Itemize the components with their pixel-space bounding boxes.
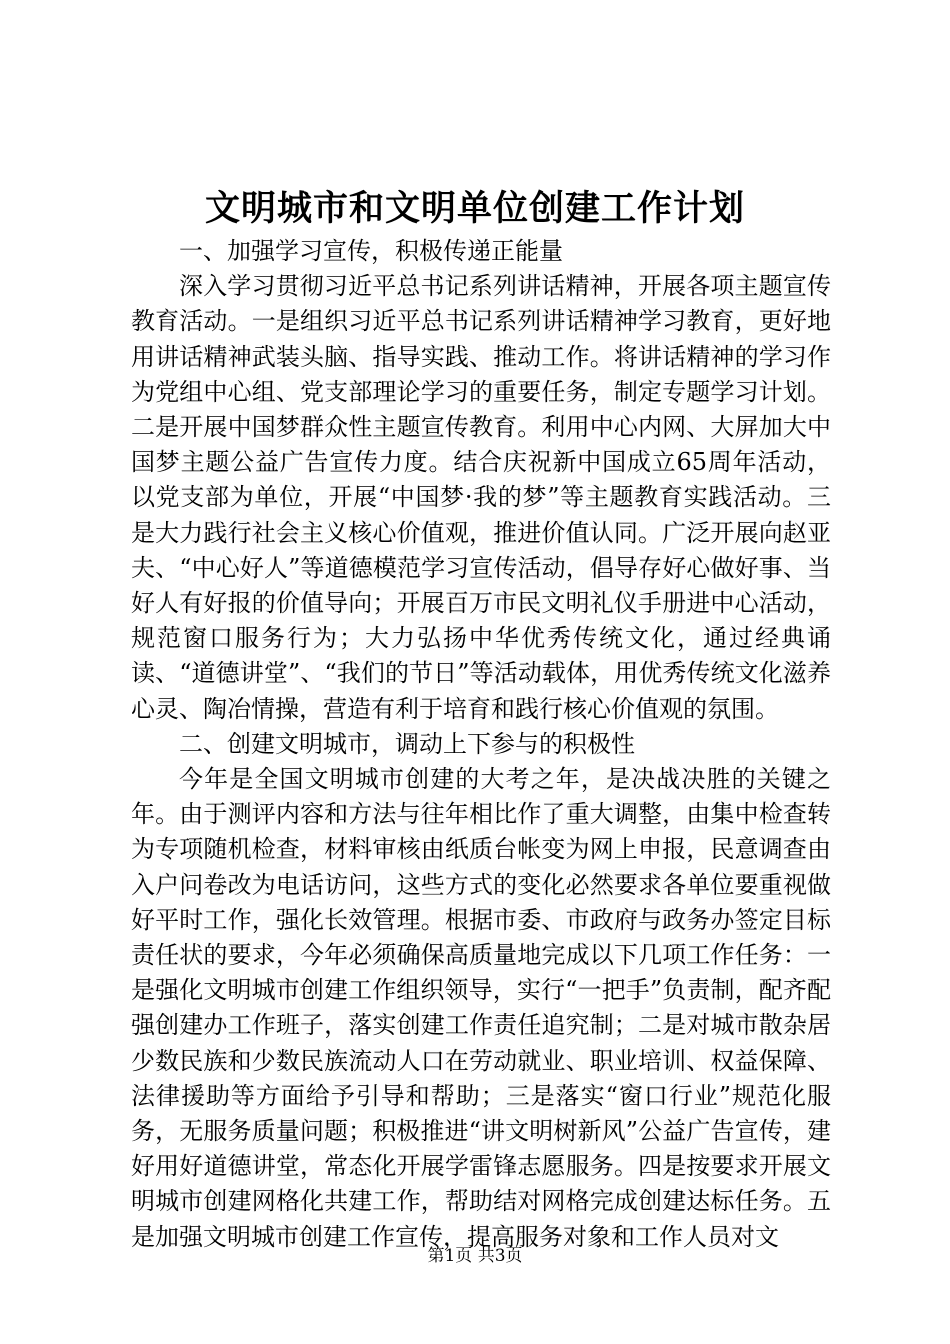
- paragraph-1: 深入学习贯彻习近平总书记系列讲话精神，开展各项主题宣传教育活动。一是组织习近平总书记系列讲话精神学习教育，更好地用讲话精神武装头脑、指导实践、推动工作。将讲话精神的学习作为党组中心组、党支部理论学习的重要任务，制定专题学习计划。二是开展中国梦群众性主题宣传教育。利用中心内网、大屏加大中国梦主题公益广告宣传力度。结合庆祝新中国成立65周年活动，以党支部为单位，开展“中国梦·我的梦”等主题教育实践活动。三是大力践行社会主义核心价值观，推进价值认同。广泛开展向赵亚夫、“中心好人”等道德模范学习宣传活动，倡导存好心做好事、当好人有好报的价值导向；开展百万市民文明礼仪手册进中心活动，规范窗口服务行为；大力弘扬中华优秀传统文化，通过经典诵读、“道德讲堂”、“我们的节日”等活动载体，用优秀传统文化滋养心灵、陶冶情操，营造有利于培育和践行核心价值观的氛围。: [131, 272, 831, 723]
- document-title: 文明城市和文明单位创建工作计划: [204, 188, 745, 229]
- section-heading-2: 二、创建文明城市，调动上下参与的积极性: [179, 729, 635, 758]
- section-heading-1: 一、加强学习宣传，积极传递正能量: [179, 237, 563, 265]
- page-number-footer: 第1页 共3页: [427, 1246, 523, 1266]
- paragraph-2: 今年是全国文明城市创建的大考之年，是决战决胜的关键之年。由于测评内容和方法与往年相比作了重大调整，由集中检查转为专项随机检查，材料审核由纸质台帐变为网上申报，民意调查由入户问卷改为电话访问，这些方式的变化必然要求各单位要重视做好平时工作，强化长效管理。根据市委、市政府与政务办签定目标责任状的要求，今年必须确保高质量地完成以下几项工作任务：一是强化文明城市创建工作组织领导，实行“一把手”负责制，配齐配强创建办工作班子，落实创建工作责任追究制；二是对城市散杂居少数民族和少数民族流动人口在劳动就业、职业培训、权益保障、法律援助等方面给予引导和帮助；三是落实“窗口行业”规范化服务，无服务质量问题；积极推进“讲文明树新风”公益广告宣传，建好用好道德讲堂，常态化开展学雷锋志愿服务。四是按要求开展文明城市创建网格化共建工作，帮助结对网格完成创建达标任务。五是加强文明城市创建工作宣传，提高服务对象和工作人员对文: [131, 765, 831, 1251]
- document-body: [131, 234, 831, 1255]
